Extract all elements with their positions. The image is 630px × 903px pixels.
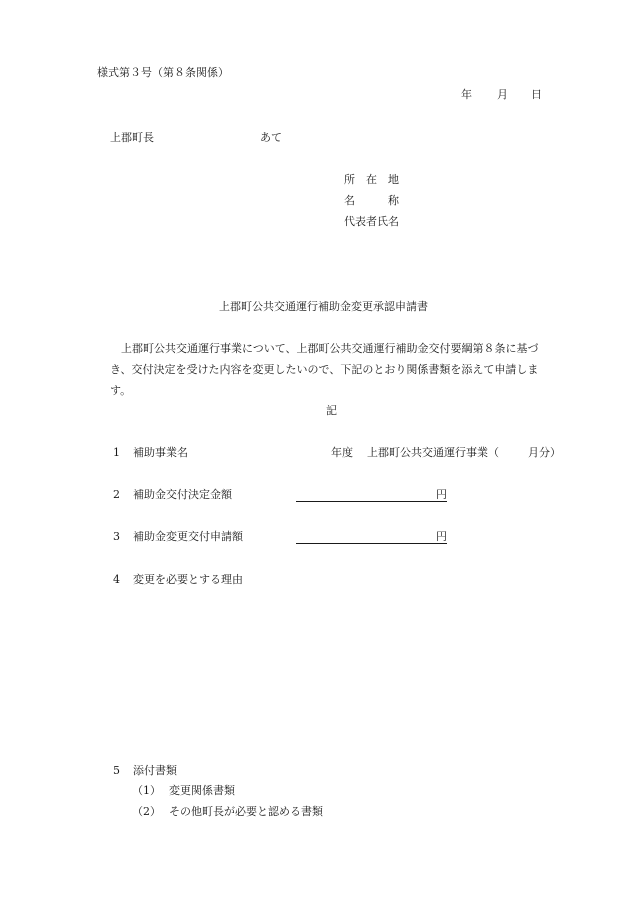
item-5-sub1-number: （1） bbox=[132, 784, 161, 797]
item-4-number: 4 bbox=[113, 573, 120, 586]
item-1-number: 1 bbox=[113, 446, 120, 459]
item-5-label: 添付書類 bbox=[133, 764, 177, 777]
applicant-address-label: 所 在 地 bbox=[344, 173, 399, 186]
document-title: 上郡町公共交通運行補助金変更承認申請書 bbox=[219, 300, 428, 313]
item-5-sub1-text: 変更関係書類 bbox=[169, 784, 235, 797]
applicant-name-label: 名 称 bbox=[344, 194, 399, 207]
item-1-month-suffix: 月分） bbox=[528, 446, 561, 459]
item-3-number: 3 bbox=[113, 530, 120, 543]
date-year: 年 bbox=[461, 88, 472, 101]
ki-heading: 記 bbox=[326, 404, 337, 417]
item-1-project: 上郡町公共交通運行事業（ bbox=[367, 446, 499, 459]
item-5-number: 5 bbox=[113, 764, 120, 777]
item-1-label: 補助事業名 bbox=[133, 446, 188, 459]
body-line-3: す。 bbox=[110, 384, 132, 397]
body-line-2: き、交付決定を受けた内容を変更したいので、下記のとおり関係書類を添えて申請しま bbox=[110, 363, 539, 376]
addressee-suffix: あて bbox=[260, 131, 282, 144]
date-day: 日 bbox=[531, 88, 542, 101]
addressee-name: 上郡町長 bbox=[110, 131, 154, 144]
body-paragraph bbox=[110, 338, 576, 401]
item-5-sub2-text: その他町長が必要と認める書類 bbox=[169, 805, 323, 818]
item-2-label: 補助金交付決定金額 bbox=[133, 488, 232, 501]
item-5-sub2-number: （2） bbox=[132, 805, 161, 818]
item-3-unit: 円 bbox=[436, 530, 447, 543]
date-month: 月 bbox=[497, 88, 508, 101]
item-3-amount-underline bbox=[296, 543, 447, 544]
item-2-number: 2 bbox=[113, 488, 120, 501]
body-line-1: 上郡町公共交通運行事業について、上郡町公共交通運行補助金交付要綱第８条に基づ bbox=[121, 342, 539, 355]
item-2-unit: 円 bbox=[436, 488, 447, 501]
item-1-year-suffix: 年度 bbox=[331, 446, 353, 459]
item-3-label: 補助金変更交付申請額 bbox=[133, 530, 243, 543]
applicant-rep-label: 代表者氏名 bbox=[344, 215, 399, 228]
form-number: 様式第３号（第８条関係） bbox=[97, 66, 229, 79]
item-2-amount-underline bbox=[296, 501, 447, 502]
item-4-label: 変更を必要とする理由 bbox=[133, 573, 243, 586]
